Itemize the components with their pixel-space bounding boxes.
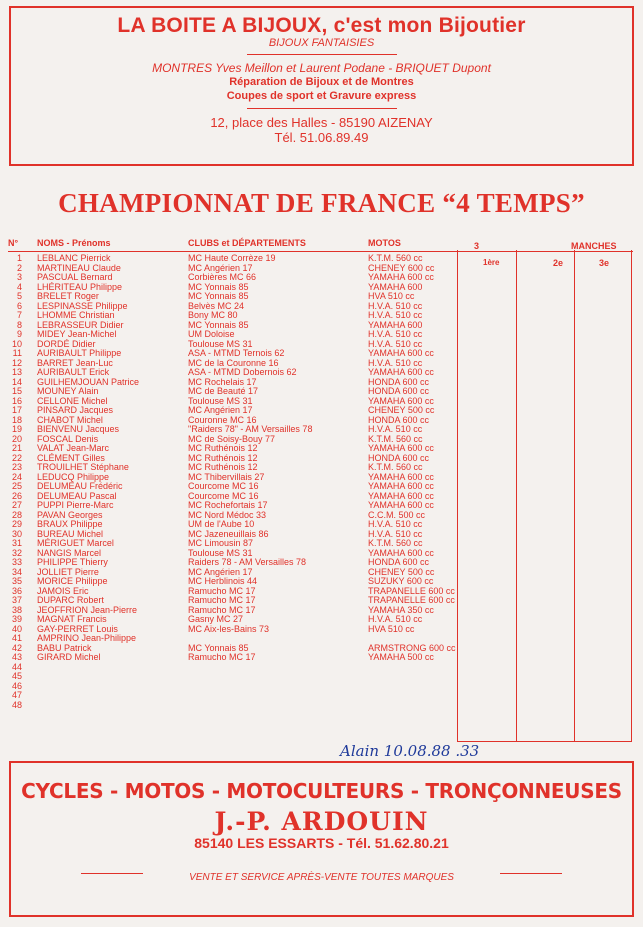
entry-moto: H.V.A. 510 cc xyxy=(368,357,423,368)
entry-moto: K.T.M. 560 cc xyxy=(368,433,423,444)
entry-number: 5 xyxy=(16,291,22,301)
entry-name: LHÉRITEAU Philippe xyxy=(37,281,123,292)
entry-name: VALAT Jean-Marc xyxy=(37,443,110,453)
entry-name: CHABOT Michel xyxy=(37,414,103,425)
entry-moto: CHENEY 500 cc xyxy=(368,566,435,577)
entry-name: LEDUCQ Philippe xyxy=(37,471,110,482)
dealer-ad-products: CYCLES - MOTOS - MOTOCULTEURS - TRONÇONNEUSES xyxy=(21,779,622,803)
entry-name: GAY-PERRET Louis xyxy=(37,623,118,634)
entry-moto: YAMAHA 600 cc xyxy=(368,367,434,377)
entry-name: LESPINASSE Philippe xyxy=(37,300,128,311)
entry-number: 46 xyxy=(11,680,22,691)
entry-club: Courcome MC 16 xyxy=(188,490,259,501)
entry-name: DELUMEAU Pascal xyxy=(37,490,117,501)
entry-number: 45 xyxy=(11,671,22,681)
entry-club: MC Limousin 87 xyxy=(188,538,254,548)
jewelry-ad-title: LA BOITE A BIJOUX, c'est mon Bijoutier xyxy=(117,14,526,37)
dealer-ad-service: VENTE ET SERVICE APRÈS-VENTE TOUTES MARQUES xyxy=(189,872,454,883)
entry-name: JEOFFRION Jean-Pierre xyxy=(37,604,138,615)
entry-number: 31 xyxy=(11,538,22,548)
manche-1-column xyxy=(457,250,517,742)
entry-name: JOLLIET Pierre xyxy=(37,566,99,577)
entry-club: MC Jazeneuillais 86 xyxy=(188,528,269,539)
entry-number: 28 xyxy=(11,509,22,520)
entry-club: ASA - MTMD Ternois 62 xyxy=(188,348,285,358)
entry-number: 38 xyxy=(11,604,22,615)
entry-moto: YAMAHA 600 cc xyxy=(368,348,434,358)
dealer-ad-location: 85140 LES ESSARTS - Tél. 51.62.80.21 xyxy=(194,835,449,851)
entry-number: 36 xyxy=(11,585,22,596)
entry-moto: HVA 510 cc xyxy=(368,623,415,634)
entry-name: CLÉMENT Gilles xyxy=(37,452,105,463)
entry-name: BRAUX Philippe xyxy=(37,519,103,529)
entry-moto: HONDA 600 cc xyxy=(368,386,430,396)
entry-club: Belvès MC 24 xyxy=(188,300,245,311)
entry-moto: YAMAHA 600 cc xyxy=(368,481,434,491)
entry-moto: ARMSTRONG 600 cc xyxy=(368,642,456,653)
entry-name: PUPPI Pierre-Marc xyxy=(37,500,114,510)
entry-name: DELUMEAU Frédéric xyxy=(37,481,123,491)
entry-number: 40 xyxy=(11,623,22,634)
entry-club: "Raiders 78" - AM Versailles 78 xyxy=(188,424,313,434)
entry-club: MC Yonnais 85 xyxy=(188,642,249,653)
jewelry-ad-phone: Tél. 51.06.89.49 xyxy=(274,130,369,145)
manche-2-column xyxy=(516,250,575,742)
entry-number: 2 xyxy=(16,262,22,273)
entry-moto: H.V.A. 510 cc xyxy=(368,424,423,434)
entry-name: MARTINEAU Claude xyxy=(37,262,121,273)
entry-name: GIRARD Michel xyxy=(37,652,101,662)
entry-number: 42 xyxy=(11,642,22,653)
manche-3-column xyxy=(574,250,632,742)
entry-moto: H.V.A. 510 cc xyxy=(368,310,423,320)
manche-2-label: 2e xyxy=(553,258,564,268)
jewelry-ad-brands: MONTRES Yves Meillon et Laurent Podane - BRIQUET Dupont xyxy=(152,61,491,75)
entry-club: Courcome MC 16 xyxy=(188,481,259,491)
entry-number: 21 xyxy=(11,443,22,453)
entry-name: MIDEY Jean-Michel xyxy=(37,329,117,339)
divider xyxy=(247,108,397,109)
entry-name: CELLONE Michel xyxy=(37,395,108,406)
entry-moto: TRAPANELLE 600 cc xyxy=(368,585,455,596)
entry-number: 24 xyxy=(11,471,22,482)
entry-moto: H.V.A. 510 cc xyxy=(368,519,423,529)
entry-name: FOSCAL Denis xyxy=(37,433,99,444)
entry-club: Ramucho MC 17 xyxy=(188,585,256,596)
entry-moto: C.C.M. 500 cc xyxy=(368,509,426,520)
entry-moto: H.V.A. 510 cc xyxy=(368,528,423,539)
entry-club: MC Angérien 17 xyxy=(188,262,253,273)
entry-club: MC Nord Médoc 33 xyxy=(188,509,267,520)
entry-number: 7 xyxy=(16,310,22,320)
jewelry-ad-box xyxy=(9,6,634,166)
entry-club: MC Angérien 17 xyxy=(188,405,253,415)
entry-moto: K.T.M. 560 cc xyxy=(368,253,423,263)
entry-name: PAVAN Georges xyxy=(37,509,103,520)
entry-club: ASA - MTMD Dobernois 62 xyxy=(188,367,297,377)
entry-club: MC de la Couronne 16 xyxy=(188,357,279,368)
entry-moto: SUZUKY 600 cc xyxy=(368,576,434,586)
entry-moto: YAMAHA 500 cc xyxy=(368,652,434,662)
header-number: N° xyxy=(8,238,19,248)
entry-moto: HONDA 600 cc xyxy=(368,376,430,387)
entry-name: BUREAU Michel xyxy=(37,528,104,539)
entry-number: 44 xyxy=(11,661,22,672)
entry-club: MC Rochelais 17 xyxy=(188,376,257,387)
entry-club: MC Aix-les-Bains 73 xyxy=(188,623,270,634)
entry-name: NANGIS Marcel xyxy=(37,547,102,558)
entry-name: MAGNAT Francis xyxy=(37,614,107,624)
entry-number: 34 xyxy=(11,566,22,577)
entry-number: 10 xyxy=(11,338,22,349)
entry-moto: YAMAHA 600 cc xyxy=(368,272,434,282)
divider xyxy=(500,873,562,874)
divider xyxy=(81,873,143,874)
entry-moto: YAMAHA 600 cc xyxy=(368,547,434,558)
entry-name: PHILIPPE Thierry xyxy=(37,557,108,567)
entry-club: Raiders 78 - AM Versailles 78 xyxy=(188,557,307,567)
jewelry-ad-subtitle: BIJOUX FANTAISIES xyxy=(268,37,375,49)
entry-club: Corbières MC 66 xyxy=(188,272,257,282)
entry-club: MC Rochefortais 17 xyxy=(188,500,268,510)
dealer-ad-box xyxy=(9,761,634,917)
entry-name: PINSARD Jacques xyxy=(37,405,114,415)
jewelry-ad-engraving: Coupes de sport et Gravure express xyxy=(226,90,417,102)
manche-1-label: 1ère xyxy=(483,258,500,267)
entry-number: 29 xyxy=(11,519,22,529)
entry-club: Ramucho MC 17 xyxy=(188,595,256,605)
entry-club: Toulouse MS 31 xyxy=(188,395,253,406)
header-manches: MANCHES xyxy=(571,241,617,251)
entry-moto: H.V.A. 510 cc xyxy=(368,614,423,624)
entry-name: BABU Patrick xyxy=(37,642,92,653)
entry-name: AURIBAULT Philippe xyxy=(37,348,122,358)
handwritten-note: Alain 10.08.88 .33 xyxy=(340,742,480,760)
manche-3-label: 3e xyxy=(599,258,610,268)
entry-number: 41 xyxy=(11,633,22,643)
jewelry-ad-repair: Réparation de Bijoux et de Montres xyxy=(229,76,414,88)
entry-number: 27 xyxy=(11,500,22,510)
entry-club: MC Yonnais 85 xyxy=(188,319,249,330)
entry-club: MC Ruthénois 12 xyxy=(188,462,258,472)
entry-moto: K.T.M. 560 cc xyxy=(368,538,423,548)
entry-number: 16 xyxy=(11,395,22,406)
header-clubs: CLUBS et DÉPARTEMENTS xyxy=(188,238,306,248)
entry-moto: HONDA 600 cc xyxy=(368,414,430,425)
entry-moto: YAMAHA 600 cc xyxy=(368,500,434,510)
entry-number: 18 xyxy=(11,414,22,425)
entry-moto: TRAPANELLE 600 cc xyxy=(368,595,455,605)
entry-number: 37 xyxy=(11,595,22,605)
entry-moto: YAMAHA 600 cc xyxy=(368,490,434,501)
entry-club: Ramucho MC 17 xyxy=(188,652,256,662)
entry-club: Bony MC 80 xyxy=(188,310,238,320)
entry-club: MC Haute Corrèze 19 xyxy=(188,253,276,263)
entry-number: 6 xyxy=(16,300,22,311)
entry-club: MC Yonnais 85 xyxy=(188,291,249,301)
entry-moto: YAMAHA 600 xyxy=(368,281,423,292)
entry-number: 48 xyxy=(11,699,22,710)
entry-number: 8 xyxy=(16,319,22,330)
entry-moto: YAMAHA 600 cc xyxy=(368,395,434,406)
entry-number: 26 xyxy=(11,490,22,501)
entry-number: 15 xyxy=(11,386,22,396)
entry-name: BRELET Roger xyxy=(37,291,99,301)
entry-moto: CHENEY 500 cc xyxy=(368,405,435,415)
entry-name: BIENVENU Jacques xyxy=(37,424,120,434)
entry-number: 22 xyxy=(11,452,22,463)
entry-moto: YAMAHA 600 xyxy=(368,319,423,330)
entry-name: JAMOIS Eric xyxy=(37,585,89,596)
header-motos: MOTOS xyxy=(368,238,401,248)
entry-club: MC Thibervillais 27 xyxy=(188,471,265,482)
entry-name: DUPARC Robert xyxy=(37,595,104,605)
entry-moto: HONDA 600 cc xyxy=(368,452,430,463)
entry-number: 9 xyxy=(16,329,22,339)
entry-moto: H.V.A. 510 cc xyxy=(368,300,423,311)
entry-club: MC Ruthénois 12 xyxy=(188,443,258,453)
entry-number: 13 xyxy=(11,367,22,377)
dealer-ad-service-line xyxy=(11,867,632,881)
entry-name: GUILHEMJOUAN Patrice xyxy=(37,376,140,387)
entry-name: MOUNEY Alain xyxy=(37,386,99,396)
entry-moto: H.V.A. 510 cc xyxy=(368,338,423,349)
dealer-ad-name: J.-P. ARDOUIN xyxy=(214,807,429,836)
entry-club: Toulouse MS 31 xyxy=(188,547,253,558)
entry-number: 20 xyxy=(11,433,22,444)
entry-club: Toulouse MS 31 xyxy=(188,338,253,349)
entry-number: 23 xyxy=(11,462,22,472)
header-rule xyxy=(8,251,633,252)
entry-number: 14 xyxy=(11,376,22,387)
entry-number: 35 xyxy=(11,576,22,586)
header-three: 3 xyxy=(474,241,480,251)
entry-name: LEBLANC Pierrick xyxy=(37,253,111,263)
jewelry-ad-address: 12, place des Halles - 85190 AIZENAY xyxy=(210,115,433,130)
entry-moto: YAMAHA 350 cc xyxy=(368,604,434,615)
entry-number: 25 xyxy=(11,481,22,491)
entry-club: Couronne MC 16 xyxy=(188,414,257,425)
entry-number: 3 xyxy=(16,272,22,282)
entry-number: 19 xyxy=(11,424,22,434)
entry-moto: K.T.M. 560 cc xyxy=(368,462,423,472)
entry-number: 4 xyxy=(16,281,22,292)
entry-number: 17 xyxy=(11,405,22,415)
entry-moto: H.V.A. 510 cc xyxy=(368,329,423,339)
entry-number: 43 xyxy=(11,652,22,662)
entry-moto: CHENEY 600 cc xyxy=(368,262,435,273)
entry-moto: HONDA 600 cc xyxy=(368,557,430,567)
entry-name: TROUILHET Stéphane xyxy=(37,462,129,472)
entry-club: UM Doloise xyxy=(188,329,235,339)
entry-name: DORDÉ Didier xyxy=(37,338,96,349)
entry-name: MÉRIGUET Marcel xyxy=(37,538,114,548)
entry-club: Ramucho MC 17 xyxy=(188,604,256,615)
entry-number: 32 xyxy=(11,547,22,558)
divider xyxy=(247,54,397,55)
entry-number: 47 xyxy=(11,690,22,700)
entry-name: BARRET Jean-Luc xyxy=(37,357,113,368)
entry-moto: YAMAHA 600 cc xyxy=(368,443,434,453)
entry-moto: YAMAHA 600 cc xyxy=(368,471,434,482)
entry-club: MC Herblinois 44 xyxy=(188,576,258,586)
manches-grid xyxy=(457,250,632,742)
entry-number: 39 xyxy=(11,614,22,624)
entry-name: MORICE Philippe xyxy=(37,576,108,586)
entry-club: MC de Soisy-Bouy 77 xyxy=(188,433,276,444)
entry-name: AMPRINO Jean-Philippe xyxy=(37,633,137,643)
entry-name: LHOMME Christian xyxy=(37,310,115,320)
entry-name: PASCUAL Bernard xyxy=(37,272,113,282)
entry-number: 12 xyxy=(11,357,22,368)
entry-number: 1 xyxy=(16,253,22,263)
entry-club: UM de l'Aube 10 xyxy=(188,519,255,529)
entry-number: 30 xyxy=(11,528,22,539)
entry-name: LEBRASSEUR Didier xyxy=(37,319,124,330)
entry-moto: HVA 510 cc xyxy=(368,291,415,301)
entry-club: MC Ruthénois 12 xyxy=(188,452,258,463)
entry-number: 33 xyxy=(11,557,22,567)
championship-title: CHAMPIONNAT DE FRANCE “4 TEMPS” xyxy=(58,188,585,218)
header-names: NOMS - Prénoms xyxy=(37,238,111,248)
entry-club: MC Yonnais 85 xyxy=(188,281,249,292)
entry-club: Gasny MC 27 xyxy=(188,614,244,624)
entry-club: MC Angérien 17 xyxy=(188,566,253,577)
entry-name: AURIBAULT Erick xyxy=(37,367,110,377)
entry-club: MC de Beauté 17 xyxy=(188,386,259,396)
entry-number: 11 xyxy=(12,348,22,358)
